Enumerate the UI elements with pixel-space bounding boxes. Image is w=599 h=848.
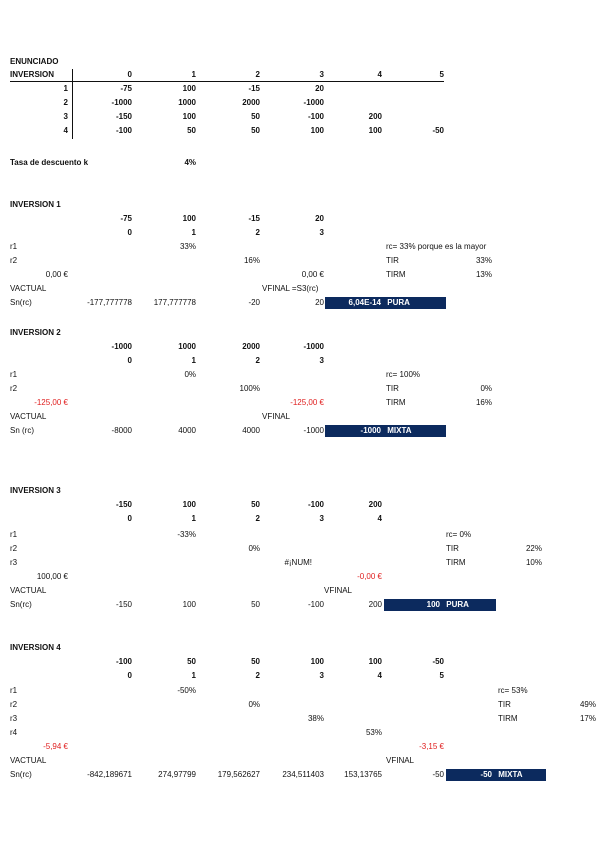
inv3-sn-value: 50 <box>251 600 260 609</box>
inv2-tirm-value: 16% <box>475 398 492 407</box>
inv3-vfinal-value: -0,00 € <box>357 572 382 581</box>
inv4-result-highlight <box>446 769 546 781</box>
period-0: 0 <box>127 70 132 79</box>
inv4-tirm-label: TIRM <box>498 714 518 723</box>
period-5: 5 <box>439 70 444 79</box>
inv2-result-type: MIXTA <box>387 426 412 435</box>
inv1-sn-label: Sn(rc) <box>10 298 32 307</box>
inv2-sn-value: 4000 <box>178 426 196 435</box>
inv3-r2-value: 0% <box>248 544 260 553</box>
inv4-flow: -100 <box>115 657 132 666</box>
inv4-period: 2 <box>255 671 260 680</box>
inv3-vfinal-label: VFINAL <box>324 586 353 595</box>
table-cell: 100 <box>182 84 196 93</box>
inv2-period: 2 <box>255 356 260 365</box>
inv4-vactual-label: VACTUAL <box>10 756 47 765</box>
table-cell: 20 <box>315 84 324 93</box>
inv3-tirm-label: TIRM <box>446 558 466 567</box>
inv4-r1-label: r1 <box>10 686 18 695</box>
table-cell: 50 <box>187 126 196 135</box>
inv2-r2-label: r2 <box>10 384 18 393</box>
inv4-r1-value: -50% <box>177 686 196 695</box>
inv3-period: 2 <box>255 514 260 523</box>
inv4-sn-value: 153,13765 <box>344 770 382 779</box>
inv3-tirm-value: 10% <box>525 558 542 567</box>
inv4-r3-label: r3 <box>10 714 18 723</box>
inv1-flow: -75 <box>120 214 132 223</box>
inv3-r3-label: r3 <box>10 558 18 567</box>
inv4-result-value: -50 <box>480 770 492 779</box>
inv3-sn-value: -100 <box>307 600 324 609</box>
table-cell: -1000 <box>111 98 132 107</box>
inv1-period: 1 <box>191 228 196 237</box>
inv1-flow: -15 <box>248 214 260 223</box>
inv4-period: 5 <box>439 671 444 680</box>
inv4-result-type: MIXTA <box>498 770 523 779</box>
inv1-result-value: 6,04E-14 <box>348 298 381 307</box>
inv3-result-value: 100 <box>426 600 440 609</box>
inv4-sn-value: 274,97799 <box>158 770 196 779</box>
inv2-flow: -1000 <box>111 342 132 351</box>
inv3-period: 0 <box>127 514 132 523</box>
inv1-r1-label: r1 <box>10 242 18 251</box>
inv3-result-highlight <box>384 599 496 611</box>
inv2-rc-note: rc= 100% <box>386 370 421 379</box>
inv4-flow: 100 <box>310 657 324 666</box>
inv2-sn-value: -1000 <box>303 426 324 435</box>
table-cell: -50 <box>432 126 444 135</box>
table-row-id: 3 <box>63 112 68 121</box>
inv1-r2-label: r2 <box>10 256 18 265</box>
table-row-id: 2 <box>63 98 68 107</box>
inv3-flow: 200 <box>368 500 382 509</box>
table-cell: -15 <box>248 84 260 93</box>
inv2-result-value: -1000 <box>360 426 381 435</box>
inv1-r2-value: 16% <box>243 256 260 265</box>
inv1-sn-value: -177,777778 <box>87 298 132 307</box>
inv4-period: 0 <box>127 671 132 680</box>
inv2-flow: 2000 <box>242 342 260 351</box>
inv2-result-highlight <box>325 425 446 437</box>
period-2: 2 <box>255 70 260 79</box>
table-cell: -75 <box>120 84 132 93</box>
inv2-tir-value: 0% <box>480 384 492 393</box>
inv3-result-type: PURA <box>446 600 469 609</box>
inv1-vactual-label: VACTUAL <box>10 284 47 293</box>
enunciado-title: ENUNCIADO <box>10 57 59 66</box>
inv4-sn-value: 179,562627 <box>217 770 260 779</box>
inv4-flow: -50 <box>432 657 444 666</box>
inversion-col-header: INVERSION <box>10 70 55 79</box>
inv1-tirm-value: 13% <box>475 270 492 279</box>
header-divider <box>72 69 73 139</box>
inv1-tirm-label: TIRM <box>386 270 406 279</box>
inv3-tir-label: TIR <box>446 544 459 553</box>
inv2-sn-value: -8000 <box>111 426 132 435</box>
inv3-flow: -150 <box>115 500 132 509</box>
inv2-sn-label: Sn (rc) <box>10 426 34 435</box>
inv3-r1-label: r1 <box>10 530 18 539</box>
inv4-rc-note: rc= 53% <box>498 686 528 695</box>
inv4-period: 3 <box>319 671 324 680</box>
inv1-vactual-value: 0,00 € <box>45 270 68 279</box>
inv1-r1-value: 33% <box>179 242 196 251</box>
inv4-sn-value: 234,511403 <box>282 770 324 779</box>
inv4-tir-value: 49% <box>579 700 596 709</box>
header-underline <box>10 81 444 82</box>
table-cell: 100 <box>310 126 324 135</box>
inv3-rc-note: rc= 0% <box>446 530 472 539</box>
inv1-vfinal-value: 0,00 € <box>301 270 324 279</box>
inv3-sn-value: 200 <box>368 600 382 609</box>
inv2-r1-label: r1 <box>10 370 18 379</box>
inv2-vfinal-label: VFINAL <box>262 412 291 421</box>
inv1-note: rc= 33% porque es la mayor <box>386 242 487 251</box>
inv4-r3-value: 38% <box>307 714 324 723</box>
inv3-flow: 100 <box>182 500 196 509</box>
inv3-r1-value: -33% <box>177 530 196 539</box>
table-cell: 200 <box>368 112 382 121</box>
inv1-result-highlight <box>325 297 446 309</box>
inv2-period: 3 <box>319 356 324 365</box>
inv3-title: INVERSION 3 <box>10 486 61 495</box>
inv2-tirm-label: TIRM <box>386 398 406 407</box>
table-cell: -100 <box>115 126 132 135</box>
inv3-r3-value: #¡NUM! <box>284 558 312 567</box>
table-cell: -1000 <box>303 98 324 107</box>
inv2-r1-value: 0% <box>184 370 196 379</box>
period-4: 4 <box>377 70 382 79</box>
inv4-vfinal-label: VFINAL <box>386 756 415 765</box>
inv4-sn-value: -842,189671 <box>87 770 132 779</box>
table-cell: 1000 <box>178 98 196 107</box>
period-1: 1 <box>191 70 196 79</box>
inv2-title: INVERSION 2 <box>10 328 61 337</box>
inv4-tir-label: TIR <box>498 700 511 709</box>
inv2-flow: 1000 <box>178 342 196 351</box>
rate-label: Tasa de descuento k <box>10 158 89 167</box>
inv3-period: 1 <box>191 514 196 523</box>
inv1-flow: 100 <box>182 214 196 223</box>
inv4-flow: 50 <box>187 657 196 666</box>
table-cell: 50 <box>251 126 260 135</box>
table-cell: 100 <box>368 126 382 135</box>
inv1-vfinal-label: VFINAL =S3(rc) <box>262 284 319 293</box>
inv2-vactual-value: -125,00 € <box>34 398 68 407</box>
inv1-sn-value: 177,777778 <box>153 298 196 307</box>
inv4-r2-value: 0% <box>248 700 260 709</box>
inv4-period: 1 <box>191 671 196 680</box>
inv4-vactual-value: -5,94 € <box>43 742 68 751</box>
table-cell: -100 <box>307 112 324 121</box>
inv1-period: 2 <box>255 228 260 237</box>
inv2-period: 0 <box>127 356 132 365</box>
inv1-result-type: PURA <box>387 298 410 307</box>
inv3-vactual-label: VACTUAL <box>10 586 47 595</box>
inv4-sn-label: Sn(rc) <box>10 770 32 779</box>
inv4-r2-label: r2 <box>10 700 18 709</box>
inv1-tir-label: TIR <box>386 256 399 265</box>
inv2-r2-value: 100% <box>239 384 260 393</box>
inv1-period: 0 <box>127 228 132 237</box>
inv2-sn-value: 4000 <box>242 426 260 435</box>
inv4-r4-label: r4 <box>10 728 18 737</box>
inv3-sn-value: -150 <box>115 600 132 609</box>
rate-value: 4% <box>184 158 196 167</box>
inv4-flow: 50 <box>251 657 260 666</box>
inv1-sn-value: 20 <box>315 298 324 307</box>
inv3-vactual-value: 100,00 € <box>36 572 68 581</box>
inv3-flow: -100 <box>307 500 324 509</box>
table-cell: -150 <box>115 112 132 121</box>
inv4-tirm-value: 17% <box>579 714 596 723</box>
inv3-r2-label: r2 <box>10 544 18 553</box>
inv3-flow: 50 <box>251 500 260 509</box>
inv2-vactual-label: VACTUAL <box>10 412 47 421</box>
inv1-period: 3 <box>319 228 324 237</box>
inv2-vfinal-value: -125,00 € <box>290 398 324 407</box>
inv3-sn-value: 100 <box>182 600 196 609</box>
inv4-period: 4 <box>377 671 382 680</box>
inv1-tir-value: 33% <box>475 256 492 265</box>
inv3-sn-label: Sn(rc) <box>10 600 32 609</box>
inv4-sn-value: -50 <box>432 770 444 779</box>
inv4-flow: 100 <box>368 657 382 666</box>
inv3-tir-value: 22% <box>525 544 542 553</box>
inv3-period: 3 <box>319 514 324 523</box>
inv1-sn-value: -20 <box>248 298 260 307</box>
table-row-id: 4 <box>63 126 68 135</box>
inv1-flow: 20 <box>315 214 324 223</box>
period-3: 3 <box>319 70 324 79</box>
inv4-r4-value: 53% <box>365 728 382 737</box>
table-cell: 50 <box>251 112 260 121</box>
table-row-id: 1 <box>63 84 68 93</box>
inv4-title: INVERSION 4 <box>10 643 61 652</box>
inv4-vfinal-value: -3,15 € <box>419 742 444 751</box>
inv2-tir-label: TIR <box>386 384 399 393</box>
inv3-period: 4 <box>377 514 382 523</box>
table-cell: 2000 <box>242 98 260 107</box>
inv1-title: INVERSION 1 <box>10 200 61 209</box>
inv2-period: 1 <box>191 356 196 365</box>
inv2-flow: -1000 <box>303 342 324 351</box>
table-cell: 100 <box>182 112 196 121</box>
